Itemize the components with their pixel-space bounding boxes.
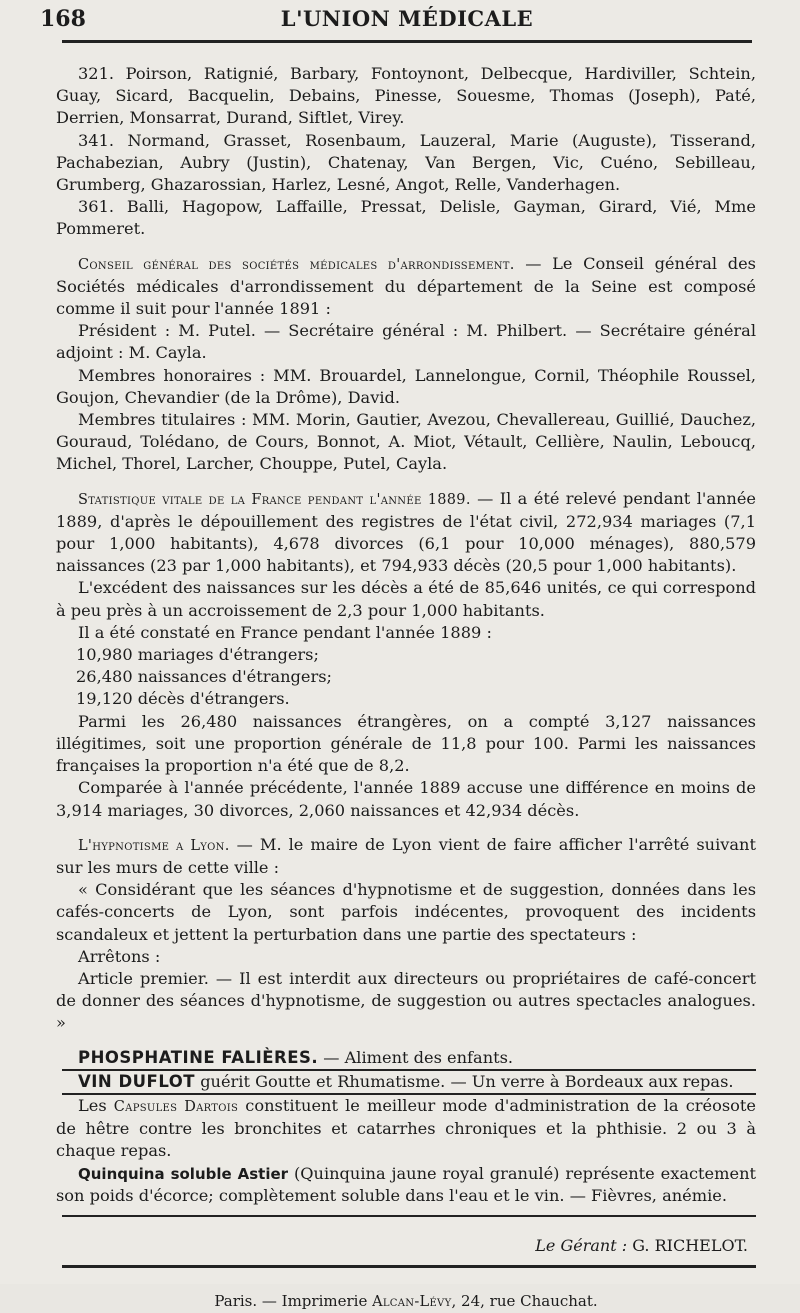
gerant-name: G. RICHELOT. <box>632 1235 748 1255</box>
statistique-item-deces: 19,120 décès d'étrangers. <box>76 689 290 709</box>
conseil-president: Président : M. Putel. — Secrétaire général : M. Philbert. — Secrétaire général adjoint : M. Cayla. <box>56 321 756 363</box>
imprint-city: Paris. — Imprimerie <box>214 1292 373 1311</box>
ad-dartois <box>56 1095 756 1163</box>
hypnotisme-section <box>56 834 756 1035</box>
ad-phosphatine-text: — Aliment des enfants. <box>318 1047 514 1067</box>
ad-dartois-name: Capsules Dartois <box>113 1098 239 1115</box>
statistique-comparaison: Comparée à l'année précédente, l'année 1889 accuse une différence en moins de 3,914 mariages, 30 divorces, 2,060 naissances et 42,934 décès. <box>56 778 756 820</box>
running-title: L'UNION MÉDICALE <box>280 6 534 31</box>
hypnotisme-intro <box>56 834 756 879</box>
conseil-titulaires: Membres titulaires : MM. Morin, Gautier, Avezou, Chevallereau, Guillié, Dauchez, Gouraud, Tolédano, de Cours, Bonnot, A. Miot, Vétault, Cellière, Naulin, Leboucq, Michel, Thorel, Larcher, Chouppe, Putel, Cayla. <box>56 410 756 474</box>
page-content <box>56 43 756 1313</box>
ads-section <box>56 1047 756 1217</box>
ad-astier-name: Quinquina soluble Astier <box>78 1164 289 1183</box>
hypnotisme-article: Article premier. — Il est interdit aux directeurs ou propriétaires de café-concert de donner des séances d'hypnotisme, de suggestion ou autres spectacles analogues. » <box>56 968 756 1033</box>
conseil-honoraires: Membres honoraires : MM. Brouardel, Lannelongue, Cornil, Théophile Roussel, Goujon, Chevandier (de la Drôme), David. <box>56 365 756 407</box>
statistique-constate: Il a été constaté en France pendant l'année 1889 : <box>78 622 492 642</box>
gerant-signature <box>56 1235 756 1257</box>
statistique-section <box>56 488 756 822</box>
statistique-illegitimes: Parmi les 26,480 naissances étrangères, on a compté 3,127 naissances illégitimes, soit une proportion générale de 11,8 pour 100. Parmi les naissances françaises la proportion n'a été que de 8,2. <box>56 711 756 776</box>
ad-dartois-lead: Les <box>78 1095 114 1115</box>
hypnotisme-intro-text: — M. le maire de Lyon vient de faire afficher l'arrêté suivant sur les murs de cette ville : <box>56 834 756 877</box>
list-341: 341. Normand, Grasset, Rosenbaum, Lauzeral, Marie (Auguste), Tisserand, Pachabezian, Aubry (Justin), Chatenay, Van Bergen, Vic, Cuéno, Sebilleau, Grumberg, Ghazarossian, Harlez, Lesné, Angot, Relle, Vanderhagen. <box>56 130 756 195</box>
footer-rule <box>62 1265 756 1268</box>
list-321: 321. Poirson, Ratignié, Barbary, Fontoynont, Delbecque, Hardiviller, Schtein, Guay, Sicard, Bacquelin, Debains, Pinesse, Souesme, Thomas (Joseph), Paté, Derrien, Monsarrat, Durand, Siftlet, Virey. <box>56 64 756 128</box>
ad-astier <box>56 1163 756 1207</box>
hypnotisme-heading: L'hypnotisme a Lyon. <box>78 837 230 854</box>
page-number: 168 <box>40 6 86 32</box>
statistique-heading: Statistique vitale de la France pendant l'année 1889. <box>78 491 471 508</box>
conseil-intro <box>56 253 756 321</box>
ad-phosphatine <box>56 1047 756 1069</box>
ad-phosphatine-name: PHOSPHATINE FALIÈRES. <box>78 1047 319 1067</box>
statistique-item-mariages: 10,980 mariages d'étrangers; <box>76 645 319 665</box>
statistique-intro-text: — Il a été relevé pendant l'année 1889, d'après le dépouillement des registres de l'état civil, 272,934 mariages (7,1 pour 1,000 habitants), 4,678 divorces (6,1 pour 10,000 ménages), 880,579 naissances (23 par 1,000 habitants), et 794,933 décès (20,5 pour 1,000 habitants). <box>56 488 756 576</box>
conseil-heading: Conseil général des sociétés médicales d'arrondissement. <box>78 256 515 273</box>
ad-duflot <box>56 1071 756 1093</box>
ads-end-rule <box>62 1215 756 1217</box>
statistique-intro <box>56 488 756 578</box>
conseil-intro-text: — Le Conseil général des Sociétés médicales d'arrondissement du département de la Seine est composé comme il suit pour l'année 1891 : <box>56 253 756 319</box>
conseil-section <box>56 253 756 476</box>
imprint-line <box>56 1290 756 1313</box>
gerant-label: Le Gérant : <box>535 1235 633 1255</box>
page-header <box>40 0 752 43</box>
ad-duflot-name: VIN DUFLOT <box>78 1071 196 1091</box>
imprint-address: , 24, rue Chauchat. <box>451 1292 598 1311</box>
statistique-item-naissances: 26,480 naissances d'étrangers; <box>76 667 332 687</box>
list-361: 361. Balli, Hagopow, Laffaille, Pressat, Delisle, Gayman, Girard, Vié, Mme Pommeret. <box>56 197 756 239</box>
statistique-excedent: L'excédent des naissances sur les décès a été de 85,646 unités, ce qui correspond à peu près à un accroissement de 2,3 pour 1,000 habitants. <box>56 578 756 620</box>
hypnotisme-considerant: « Considérant que les séances d'hypnotisme et de suggestion, données dans les cafés-concerts de Lyon, sont parfois indécentes, provoquent des incidents scandaleux et jettent la perturbation dans une partie des spectateurs : <box>56 880 756 944</box>
ad-dartois-text: constituent le meilleur mode d'administration de la créosote de hêtre contre les bronchites et catarrhes chroniques et la phthisie. 2 ou 3 à chaque repas. <box>56 1095 756 1161</box>
ad-duflot-text: guérit Goutte et Rhumatisme. — Un verre à Bordeaux aux repas. <box>195 1071 734 1091</box>
imprint-name: Alcan-Lévy <box>372 1294 452 1311</box>
hypnotisme-arretons: Arrêtons : <box>78 946 161 966</box>
ad-astier-text: (Quinquina jaune royal granulé) représente exactement son poids d'écorce; complètement soluble dans l'eau et le vin. — Fièvres, anémie. <box>56 1163 756 1205</box>
